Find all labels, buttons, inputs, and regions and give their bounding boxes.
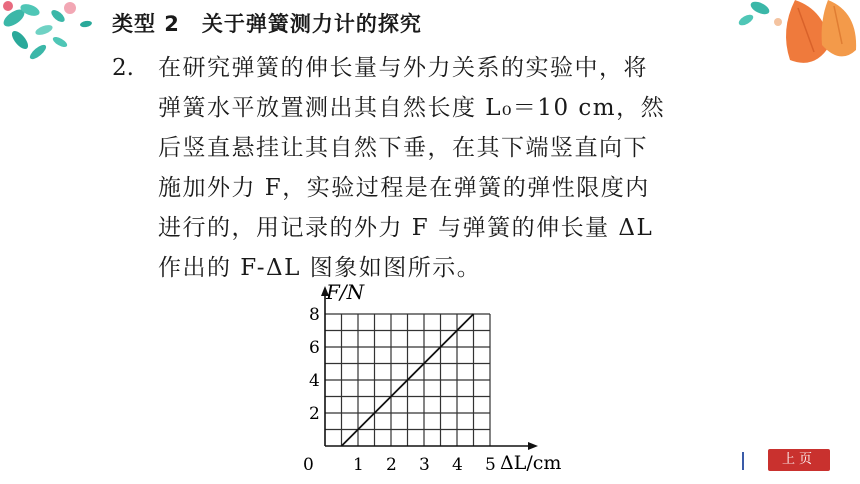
y-axis-label: F/N: [326, 280, 365, 304]
question-line: 施加外力 F，实验过程是在弹簧的弹性限度内: [158, 175, 650, 201]
question-number: 2.: [112, 55, 134, 81]
x-tick-label: 3: [419, 455, 430, 475]
question-text: [158, 48, 748, 288]
y-tick-label: 8: [309, 305, 320, 325]
x-tick-label: 5: [485, 455, 496, 475]
page-separator: [742, 452, 744, 470]
y-tick-label: 6: [309, 338, 320, 358]
section-title: 类型 2 关于弹簧测力计的探究: [112, 12, 422, 36]
leaf-decoration-right-icon: [730, 0, 860, 85]
question-line: 后竖直悬挂让其自然下垂，在其下端竖直向下: [158, 135, 648, 161]
question-line: 作出的 F-ΔL 图象如图所示。: [158, 255, 482, 281]
x-tick-label: 1: [353, 455, 364, 475]
f-dl-graph: [290, 278, 590, 478]
y-tick-label: 4: [309, 371, 320, 391]
question-line: 在研究弹簧的伸长量与外力关系的实验中，将: [158, 55, 648, 81]
question-line: 弹簧水平放置测出其自然长度 L₀＝10 cm，然: [158, 95, 666, 121]
x-axis-label: ΔL/cm: [500, 452, 562, 474]
x-tick-label: 2: [386, 455, 397, 475]
x-tick-label: 0: [303, 455, 314, 475]
x-axis-arrow: [528, 442, 538, 450]
y-tick-label: 2: [309, 404, 320, 424]
graph-axes: [321, 286, 538, 450]
question-line: 进行的，用记录的外力 F 与弹簧的伸长量 ΔL: [158, 215, 654, 241]
x-tick-label: 4: [452, 455, 463, 475]
leaf-decoration-left-icon: [0, 0, 110, 95]
prev-page-button[interactable]: 上页: [768, 449, 830, 471]
